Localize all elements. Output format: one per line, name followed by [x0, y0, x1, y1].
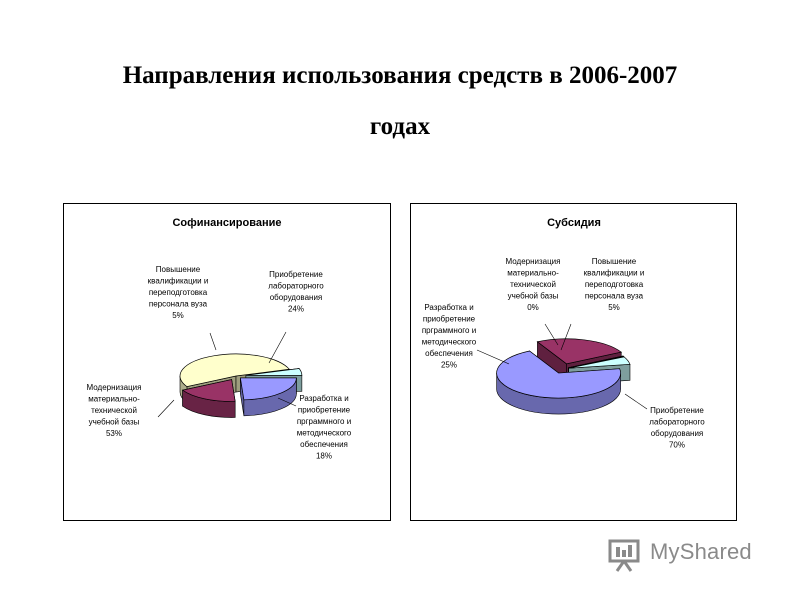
leader-line-mod [158, 400, 174, 417]
leader-line-lab [625, 394, 647, 409]
chart-subsidy-svg [411, 204, 736, 520]
watermark-logo [606, 535, 776, 575]
slice-label-pers: Повышение квалификации и переподготовка персонала вуза 5% [147, 265, 209, 320]
leader-line-dev [477, 350, 509, 364]
chart-cofinancing-svg [64, 204, 390, 520]
watermark-text: MyShared [650, 539, 752, 564]
chart-cofinancing [63, 203, 391, 521]
leader-line-lab [269, 332, 286, 363]
chart-subsidy [410, 203, 737, 521]
slice-label-dev: Разработка и приобретение прграммного и методического обеспечения 25% [421, 303, 477, 370]
chart-title: Софинансирование [172, 217, 282, 229]
leader-line-pers [210, 333, 216, 350]
slice-label-lab: Приобретение лабораторного оборудования 70% [649, 406, 705, 450]
presentation-board-icon [606, 535, 646, 575]
slice-label-pers: Повышение квалификации и переподготовка персонала вуза 5% [583, 257, 645, 312]
chart-title: Субсидия [547, 217, 601, 229]
slide-title-line-1: Направления использования средств в 2006-2007 [122, 62, 678, 89]
slide-title-line-2: годах [369, 113, 431, 140]
slice-label-mod: Модернизация материально-технической учебной базы 0% [505, 257, 561, 312]
slice-label-mod: Модернизация материально-технической учебной базы 53% [86, 383, 142, 438]
slice-label-lab: Приобретение лабораторного оборудования 24% [268, 270, 324, 314]
slice-label-dev: Разработка и приобретение прграммного и методического обеспечения 18% [296, 394, 352, 461]
